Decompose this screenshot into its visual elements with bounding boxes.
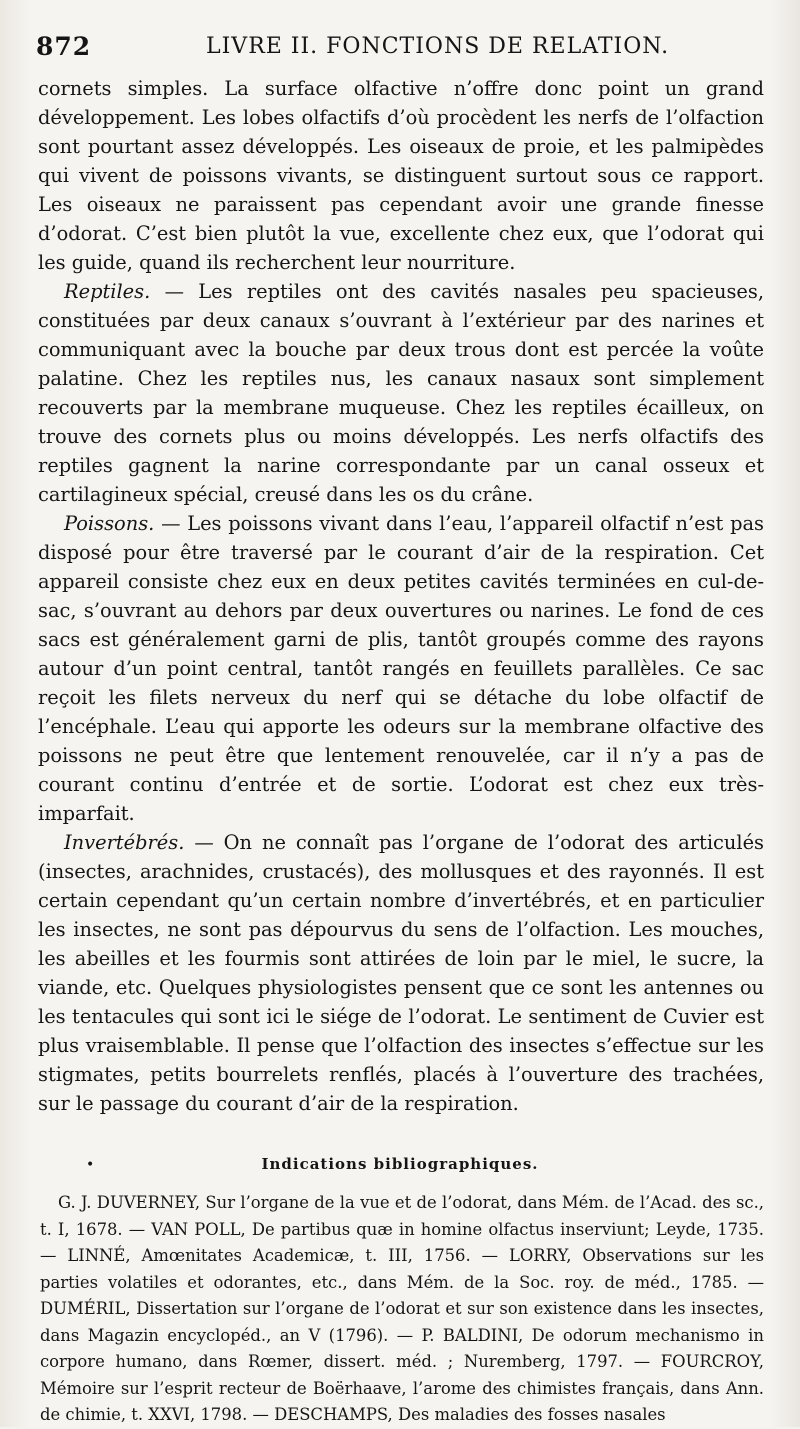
bibliography-text [40,1190,764,1429]
section-lead-invertebres: Invertébrés. [64,831,185,854]
bullet-mark: • [86,1157,95,1173]
page-header [36,32,764,66]
section-lead-reptiles: Reptiles. [64,280,151,303]
paragraph-text: — Les poissons vivant dans l’eau, l’appareil olfactif n’est pas disposé pour être traversé par le courant d’air de la respiration. Cet appareil consiste chez eux en deux petites cavités terminées en cul-de-sac, s’ouvrant au dehors par deux ouvertures ou narines. Le fond de ces sacs est généralement garni de plis, tantôt groupés comme des rayons autour d’un point central, tantôt rangés en feuillets parallèles. Ce sac reçoit les filets nerveux du nerf qui se détache du lobe olfactif de l’encéphale. L’eau qui apporte les odeurs sur la membrane olfactive des poissons ne peut être que lentement renouvelée, car il n’y a pas de courant continu d’entrée et de sortie. L’odorat est chez eux très-imparfait. [38,512,764,825]
page-number: 872 [36,32,92,61]
bibliography-heading: Indications bibliographiques. [261,1155,539,1173]
paragraph-invertebres [38,828,764,1118]
body-text [38,74,764,1118]
paragraph-reptiles [38,277,764,509]
paragraph-oiseaux [38,74,764,277]
section-lead-poissons: Poissons. [64,512,155,535]
paragraph-text: — On ne connaît pas l’organe de l’odorat des articulés (insectes, arachnides, crustacés), des mollusques et des rayonnés. Il est certain cependant qu’un certain nombre d’invertébrés, et en particulier les insectes, ne sont pas dépourvus du sens de l’olfaction. Les mouches, les abeilles et les fourmis sont attirées de loin par le miel, le sucre, la viande, etc. Quelques physiologistes pensent que ce sont les antennes ou les tentacules qui sont ici le siége de l’odorat. Le sentiment de Cuvier est plus vraisemblable. Il pense que l’olfaction des insectes s’effectue sur les stigmates, petits bourrelets renflés, placés à l’ouverture des trachées, sur le passage du courant d’air de la respiration. [38,831,764,1115]
running-head: LIVRE II. FONCTIONS DE RELATION. [206,34,670,59]
bibliography-paragraph: G. J. DUVERNEY, Sur l’organe de la vue et de l’odorat, dans Mém. de l’Acad. des sc., t. I, 1678. — VAN POLL, De partibus quæ in homine olfactus inserviunt; Leyde, 1735. — LINNÉ, Amœnitates Academicæ, t. III, 1756. — LORRY, Observations sur les parties volatiles et odorantes, etc., dans Mém. de la Soc. roy. de méd., 1785. — DUMÉRIL, Dissertation sur l’organe de l’odorat et sur son existence dans les insectes, dans Magazin encyclopéd., an V (1796). — P. BALDINI, De odorum mechanismo in corpore humano, dans Rœmer, dissert. méd. ; Nuremberg, 1797. — FOURCROY, Mémoire sur l’esprit recteur de Boërhaave, l’arome des chimistes français, dans Ann. de chimie, t. XXVI, 1798. — DESCHAMPS, Des maladies des fosses nasales [40,1193,764,1424]
paragraph-text: cornets simples. La surface olfactive n’offre donc point un grand développement. Les lobes olfactifs d’où procèdent les nerfs de l’olfaction sont pourtant assez développés. Les oiseaux de proie, et les palmipèdes qui vivent de poissons vivants, se distinguent surtout sous ce rapport. Les oiseaux ne paraissent pas cependant avoir une grande finesse d’odorat. C’est bien plutôt la vue, excellente chez eux, que l’odorat qui les guide, quand ils recherchent leur nourriture. [38,77,764,274]
paragraph-poissons [38,509,764,828]
paragraph-text: — Les reptiles ont des cavités nasales peu spacieuses, constituées par deux canaux s’ouvrant à l’extérieur par des narines et communiquant avec la bouche par deux trous dont est percée la voûte palatine. Chez les reptiles nus, les canaux nasaux sont simplement recouverts par la membrane muqueuse. Chez les reptiles écailleux, on trouve des cornets plus ou moins développés. Les nerfs olfactifs des reptiles gagnent la narine correspondante par un canal osseux et cartilagineux spécial, creusé dans les os du crâne. [38,280,764,506]
